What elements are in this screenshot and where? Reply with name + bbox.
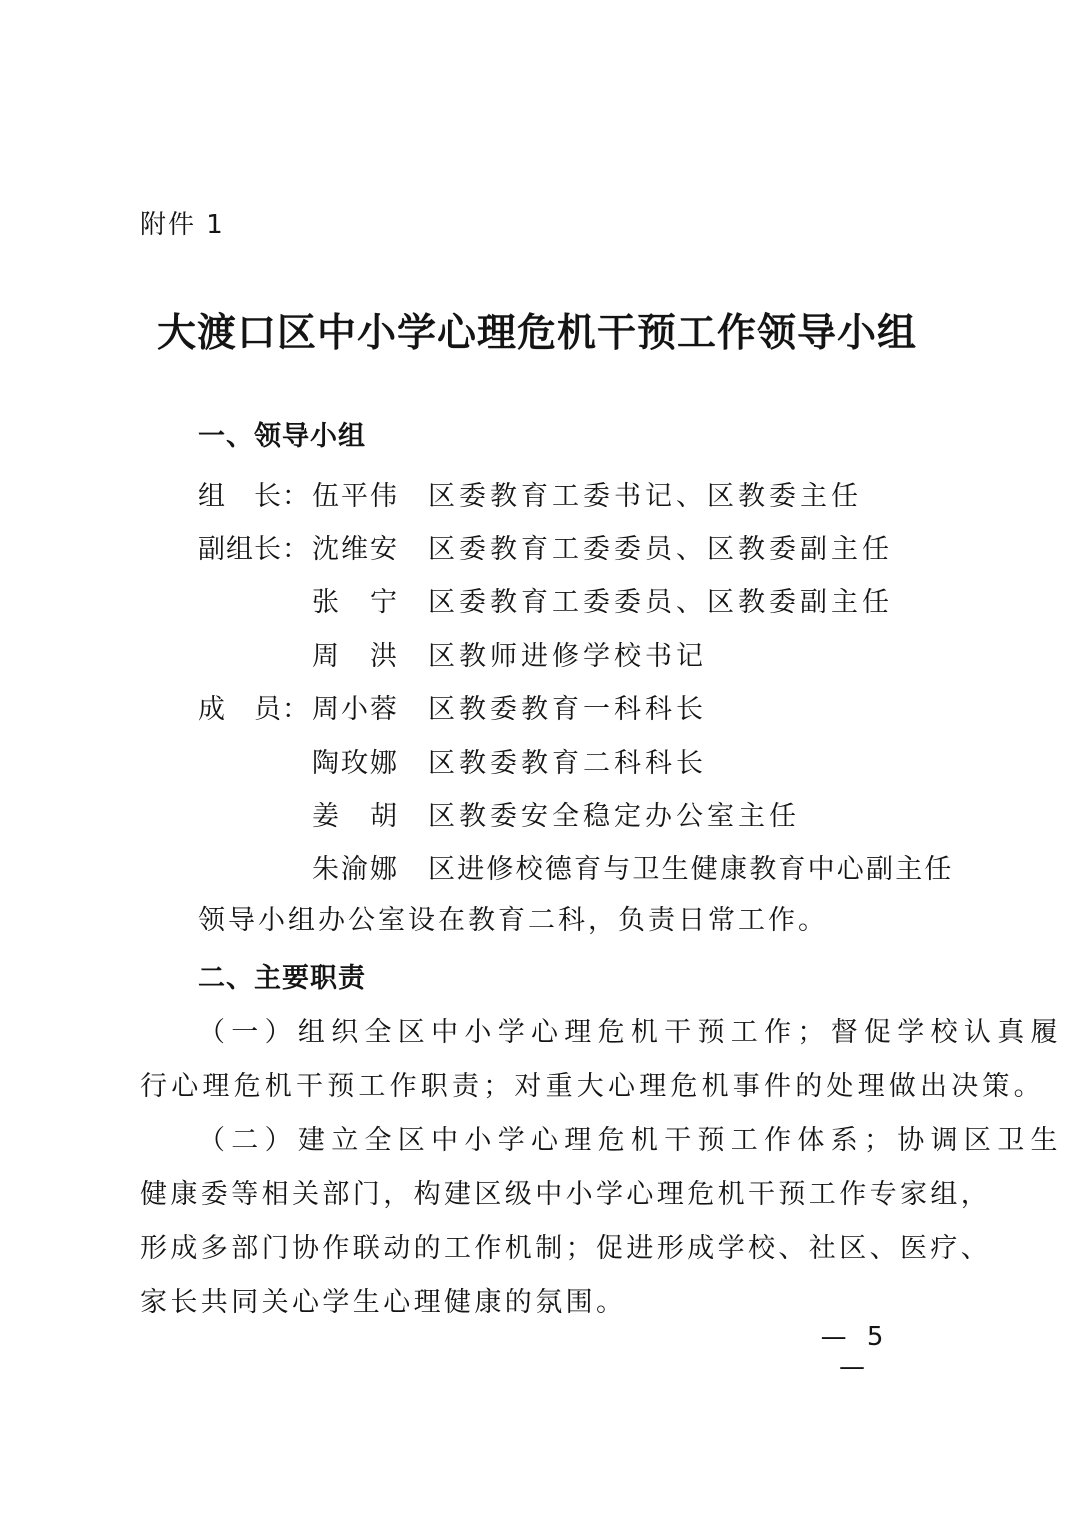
attachment-label: 附件 1 bbox=[140, 210, 225, 240]
member-role: 成 员： bbox=[198, 694, 310, 725]
member-role: 组 长： bbox=[198, 481, 310, 512]
member-row bbox=[0, 794, 1074, 834]
member-duty: 区委教育工委委员、区教委副主任 bbox=[428, 534, 893, 565]
member-name: 姜 胡 bbox=[312, 801, 399, 832]
member-row bbox=[0, 687, 1074, 727]
member-duty: 区委教育工委书记、区教委主任 bbox=[428, 481, 862, 512]
office-note: 领导小组办公室设在教育二科，负责日常工作。 bbox=[198, 905, 828, 936]
member-row bbox=[0, 474, 1074, 514]
member-name: 陶玫娜 bbox=[312, 748, 399, 779]
member-duty: 区委教育工委委员、区教委副主任 bbox=[428, 587, 893, 618]
member-row bbox=[0, 527, 1074, 567]
page-number: — 5 — bbox=[820, 1322, 890, 1382]
member-name: 朱渝娜 bbox=[312, 854, 399, 885]
member-duty: 区教师进修学校书记 bbox=[428, 641, 707, 672]
member-name: 周 洪 bbox=[312, 641, 399, 672]
document-title: 大渡口区中小学心理危机干预工作领导小组 bbox=[156, 310, 917, 356]
member-duty: 区教委安全稳定办公室主任 bbox=[428, 801, 800, 832]
duty-paragraph-line: 行心理危机干预工作职责；对重大心理危机事件的处理做出决策。 bbox=[140, 1071, 1045, 1102]
section-heading-leadership: 一、领导小组 bbox=[198, 421, 366, 452]
member-name: 张 宁 bbox=[312, 587, 399, 618]
duty-paragraph-line: 健康委等相关部门，构建区级中小学心理危机干预工作专家组， bbox=[140, 1179, 992, 1210]
member-name: 伍平伟 bbox=[312, 481, 399, 512]
duty-paragraph-line: （二）建立全区中小学心理危机干预工作体系；协调区卫生 bbox=[198, 1125, 1064, 1156]
member-row bbox=[0, 634, 1074, 674]
member-row bbox=[0, 580, 1074, 620]
duty-paragraph-line: 家长共同关心学生心理健康的氛围。 bbox=[140, 1287, 627, 1318]
section-heading-duties: 二、主要职责 bbox=[198, 963, 366, 994]
member-row bbox=[0, 847, 1074, 887]
member-name: 周小蓉 bbox=[312, 694, 399, 725]
member-duty: 区教委教育二科科长 bbox=[428, 748, 707, 779]
duty-paragraph-line: （一）组织全区中小学心理危机干预工作；督促学校认真履 bbox=[198, 1017, 1064, 1048]
member-row bbox=[0, 741, 1074, 781]
member-name: 沈维安 bbox=[312, 534, 399, 565]
duty-paragraph-line: 形成多部门协作联动的工作机制；促进形成学校、社区、医疗、 bbox=[140, 1233, 992, 1264]
member-duty: 区进修校德育与卫生健康教育中心副主任 bbox=[428, 854, 954, 885]
member-duty: 区教委教育一科科长 bbox=[428, 694, 707, 725]
member-role: 副组长： bbox=[198, 534, 310, 565]
